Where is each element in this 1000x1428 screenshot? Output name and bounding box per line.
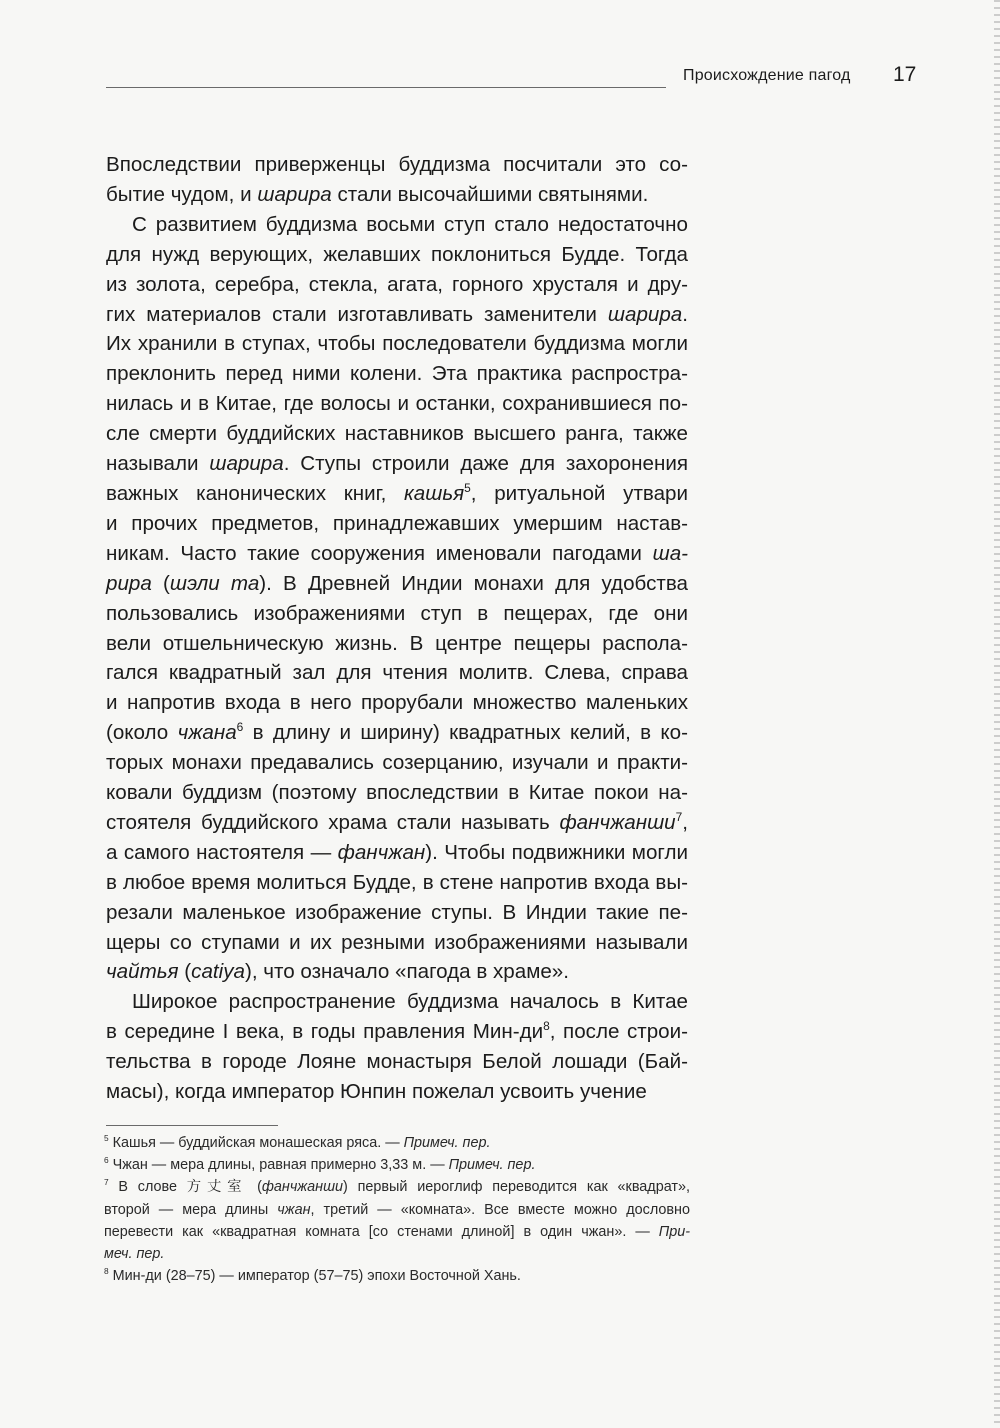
text-line: сле смерти буддийских наставников высшего ранга, также bbox=[106, 422, 688, 446]
footnote-line: второй — мера длины чжан, третий — «комната». Все вместе можно дословно bbox=[104, 1201, 690, 1218]
text-line: и напротив входа в него прорубали множество маленьких bbox=[106, 691, 688, 715]
footnote-line: $^7$ В слове 方丈室 (фанчжанши) первый иероглиф переводится как «квадрат», bbox=[104, 1177, 690, 1196]
text-line: Впоследствии приверженцы буддизма посчитали это со- bbox=[106, 153, 688, 176]
text-line: резали маленькое изображение ступы. В Индии такие пе- bbox=[106, 900, 688, 924]
header-rule bbox=[106, 87, 666, 88]
text-line: из золота, серебра, стекла, агата, горного хрусталя и дру- bbox=[106, 272, 688, 296]
text-line: (около чжана$^6$ в длину и ширину) квадратных келий, в ко- bbox=[106, 720, 688, 745]
page-edge-marks bbox=[994, 0, 1000, 1428]
footnote-line: перевести как «квадратная комната [со стенами длиной] в один чжан». — При- bbox=[104, 1223, 690, 1240]
text-line: рира (шэли та). В Древней Индии монахи для удобства bbox=[106, 571, 688, 595]
text-line: щеры со ступами и их резными изображениями называли bbox=[106, 930, 688, 954]
text-line: в середине I века, в годы правления Мин-$ди^8$, после строи- bbox=[106, 1019, 688, 1044]
footnote-line: меч. пер. bbox=[104, 1246, 165, 1263]
text-line: тельства в городе Лояне монастыря Белой лошади (Бай- bbox=[106, 1050, 688, 1074]
text-line: стоятеля буддийского храма стали называть фанчжанши$^7$, bbox=[106, 810, 688, 834]
text-line: вели отшельническую жизнь. В центре пещеры распола- bbox=[106, 631, 688, 655]
text-line: и прочих предметов, принадлежавших умершим настав- bbox=[106, 511, 688, 535]
text-line: важных канонических книг, кашья$^5$, ритуальной утвари bbox=[106, 481, 688, 505]
page-number: 17 bbox=[893, 63, 917, 86]
text-line: гался квадратный зал для чтения молитв. Слева, справа bbox=[106, 661, 688, 685]
text-line: никам. Часто такие сооружения именовали пагодами ша- bbox=[106, 541, 688, 565]
footnotes bbox=[104, 1132, 690, 1287]
text-line: называли шарира. Ступы строили даже для захоронения bbox=[106, 452, 688, 476]
text-line: пользовались изображениями ступ в пещерах, где они bbox=[106, 601, 688, 625]
text-line: нилась и в Китае, где волосы и останки, сохранившиеся по- bbox=[106, 392, 688, 416]
text-line: С развитием буддизма восьми ступ стало недостаточно bbox=[132, 212, 688, 236]
text-line: гих материалов стали изготавливать заменители шарира. bbox=[106, 302, 688, 326]
text-line: чайтья (catiya), что означало «пагода в храме». bbox=[106, 960, 569, 984]
running-title: Происхождение пагод bbox=[683, 67, 851, 84]
text-line: ковали буддизм (поэтому впоследствии в Китае покои на- bbox=[106, 781, 688, 805]
footnote-rule bbox=[106, 1125, 278, 1126]
text-line: Широкое распространение буддизма началось в Китае bbox=[132, 990, 688, 1014]
text-line: а самого настоятеля — фанчжан). Чтобы подвижники могли bbox=[106, 840, 688, 864]
text-line: бытие чудом, и шарира стали высочайшими святынями. bbox=[106, 182, 649, 206]
text-line: торых монахи предавались созерцанию, изучали и практи- bbox=[106, 751, 688, 775]
text-line: масы), когда император Юнпин пожелал усвоить учение bbox=[106, 1080, 647, 1104]
footnote-line: $^6$ Чжан — мера длины, равная примерно 3,33 м. — Примеч. пер. bbox=[104, 1155, 536, 1174]
text-line: в любое время молиться Будде, в стене напротив входа вы- bbox=[106, 870, 688, 894]
text-line: преклонить перед ними колени. Эта практика распростра- bbox=[106, 362, 688, 386]
footnote-line: $^5$ Кашья — буддийская монашеская ряса. — Примеч. пер. bbox=[104, 1133, 491, 1151]
text-line: Их хранили в ступах, чтобы последователи буддизма могли bbox=[106, 332, 688, 356]
footnote-line: $^8$ Мин-ди (28–75) — император (57–75) эпохи Восточной Хань. bbox=[104, 1266, 521, 1285]
main-text bbox=[106, 150, 688, 1107]
text-line: для нужд верующих, желавших поклониться Будде. Тогда bbox=[106, 242, 688, 266]
